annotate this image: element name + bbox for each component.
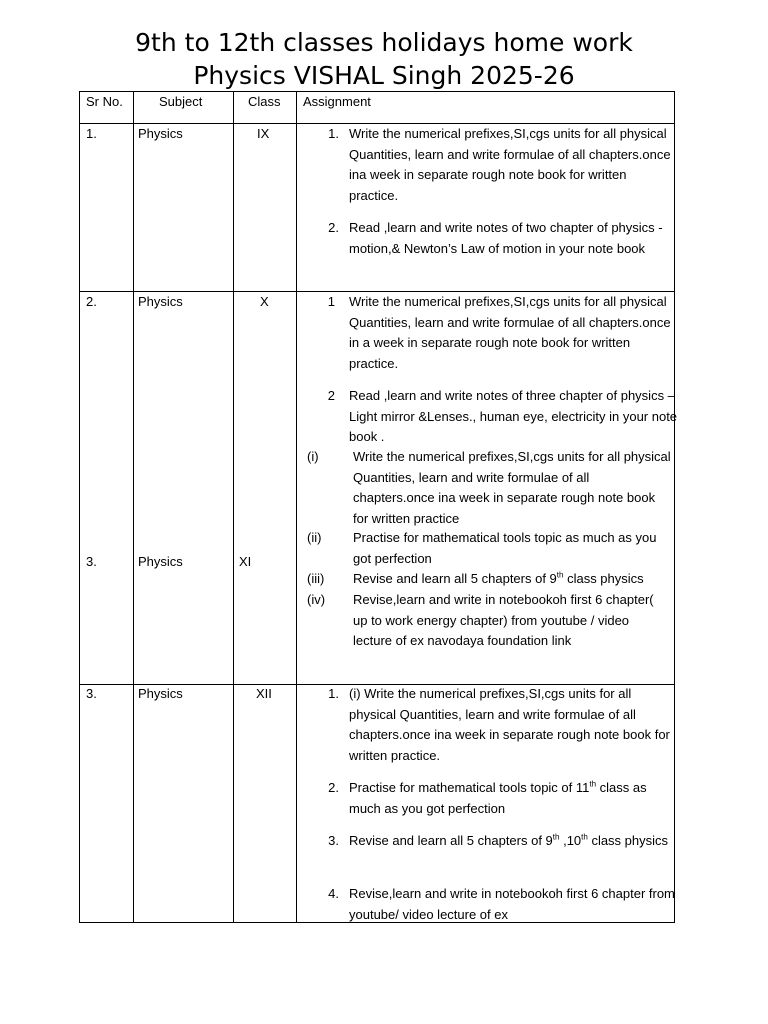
row-subject: Physics (138, 554, 183, 569)
assignment-item: Practise for mathematical tools topic of 11th class as much as you got perfection (349, 779, 647, 816)
item-number: (ii) (307, 530, 322, 545)
row-class: X (260, 294, 269, 309)
item-number: 2 (327, 388, 335, 403)
item-number: (iv) (307, 592, 326, 607)
assignment-item: Write the numerical prefixes,SI,cgs units for all physical Quantities, learn and write formulae of all chapters.once in a week in separate rough note book for written practice. (349, 294, 671, 371)
header-subject: Subject (159, 94, 203, 109)
column-divider (296, 92, 297, 922)
item-number: 3. (328, 833, 339, 848)
item-number: 2. (328, 220, 339, 235)
assignment-item: Read ,learn and write notes of three chapter of physics –Light mirror &Lenses., human eye, electricity in your note book . (349, 388, 678, 444)
row-subject: Physics (138, 686, 183, 701)
assignment-item: Read ,learn and write notes of two chapter of physics -motion,& Newton’s Law of motion in your note book (349, 220, 663, 256)
homework-table (79, 91, 678, 923)
item-number: 4. (328, 886, 339, 901)
column-divider (233, 92, 234, 922)
column-divider (133, 92, 134, 922)
row-sr-no: 3. (86, 686, 97, 701)
page-subtitle: Physics VISHAL Singh 2025-26 (193, 61, 575, 90)
row-subject: Physics (138, 126, 183, 141)
page-title: 9th to 12th classes holidays home work (135, 28, 633, 57)
assignment-item: Write the numerical prefixes,SI,cgs units for all physical Quantities, learn and write formulae of all chapters.once ina week in separate rough note book for written practice. (349, 126, 671, 203)
assignment-item: Revise,learn and write in notebookoh first 6 chapter( up to work energy chapter) from youtube / video lecture of ex navodaya foundation link (353, 592, 654, 648)
row-subject: Physics (138, 294, 183, 309)
item-number: 1. (328, 686, 339, 701)
row-class: XI (239, 554, 252, 569)
row-sr-no: 3. (86, 554, 97, 569)
header-sr-no: Sr No. (86, 94, 123, 109)
item-number: (i) (307, 449, 319, 464)
row-class: IX (257, 126, 270, 141)
assignment-item: Revise and learn all 5 chapters of 9th ,10th class physics (349, 832, 669, 848)
assignment-item: Revise,learn and write in notebookoh first 6 chapter from youtube/ video lecture of ex (349, 886, 675, 922)
header-assignment: Assignment (303, 94, 371, 109)
item-number: (iii) (307, 571, 325, 586)
assignment-item: (i) Write the numerical prefixes,SI,cgs units for all physical Quantities, learn and write formulae of all chapters.once ina week in separate rough note book for written practice. (349, 686, 670, 763)
header-class: Class (248, 94, 281, 109)
item-number: 2. (328, 780, 339, 795)
assignment-item: Practise for mathematical tools topic as much as you got perfection (353, 530, 657, 566)
row-class: XII (256, 686, 272, 701)
item-number: 1 (327, 294, 335, 309)
row-sr-no: 1. (86, 126, 97, 141)
row-sr-no: 2. (86, 294, 97, 309)
item-number: 1. (328, 126, 339, 141)
assignment-item: Write the numerical prefixes,SI,cgs units for all physical Quantities, learn and write formulae of all chapters.once ina week in separate rough note book for written practice (353, 449, 671, 526)
assignment-item: Revise and learn all 5 chapters of 9th class physics (353, 570, 644, 586)
